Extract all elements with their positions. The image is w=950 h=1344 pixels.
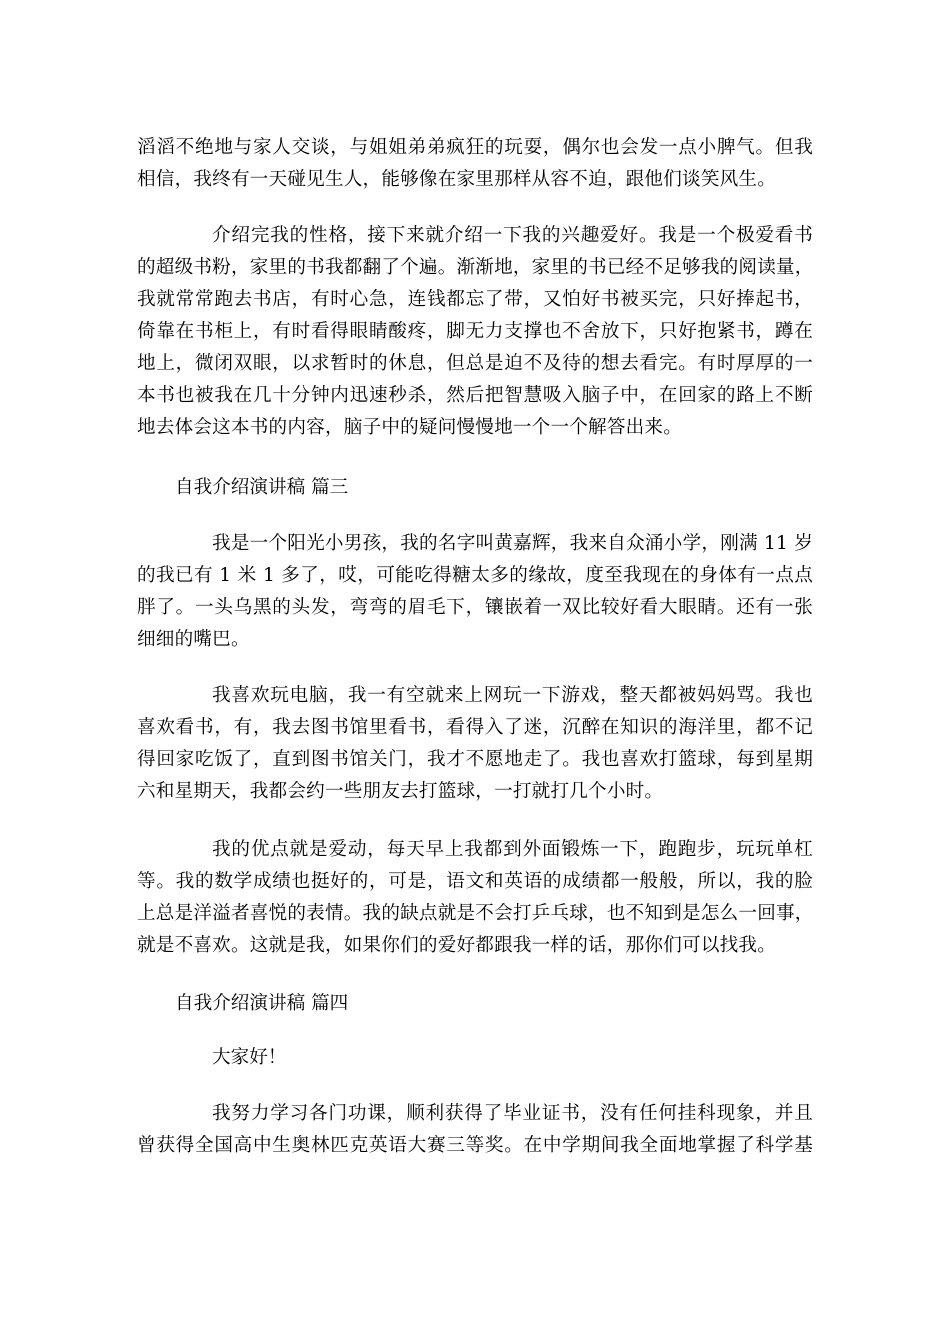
text-line: 我的优点就是爱动，每天早上我都到外面锻炼一下，跑跑步，玩玩单杠: [212, 839, 813, 860]
section-heading-part-four: 自我介绍演讲稿 篇四: [175, 993, 349, 1014]
paragraph-hobbies: [137, 680, 813, 808]
paragraph-strengths-weaknesses: [137, 834, 813, 962]
text-line: 我喜欢玩电脑，我一有空就来上网玩一下游戏，整天都被妈妈骂。我也: [212, 685, 813, 706]
text-line: 曾获得全国高中生奥林匹克英语大赛三等奖。在中学期间我全面地掌握了科学基: [137, 1135, 813, 1156]
text-line: 上总是洋溢者喜悦的表情。我的缺点就是不会打乒乓球，也不知到是怎么一回事，: [137, 903, 814, 924]
text-line: 我努力学习各门功课，顺利获得了毕业证书，没有任何挂科现象，并且: [212, 1103, 813, 1124]
text-line: 细细的嘴巴。: [137, 629, 250, 650]
text-line: 得回家吃饭了，直到图书馆关门，我才不愿地走了。我也喜欢打篮球，每到星期: [137, 749, 813, 770]
text-line: 滔滔不绝地与家人交谈，与姐姐弟弟疯狂的玩耍，偶尔也会发一点小脾气。但我: [137, 137, 813, 158]
text-line: 倚靠在书柜上，有时看得眼睛酸疼，脚无力支撑也不舍放下，只好抱紧书，蹲在: [137, 321, 813, 342]
text-line: 胖了。一头乌黑的头发，弯弯的眉毛下，镶嵌着一双比较好看大眼睛。还有一张: [137, 597, 813, 618]
paragraph-personality-end: [137, 132, 813, 196]
paragraph-self-description: [137, 528, 813, 656]
text-line: 我就常常跑去书店，有时心急，连钱都忘了带，又怕好书被买完，只好捧起书，: [137, 289, 813, 310]
text-line: 就是不喜欢。这就是我，如果你们的爱好都跟我一样的话，那你们可以找我。: [137, 935, 776, 956]
section-heading-part-three: 自我介绍演讲稿 篇三: [175, 477, 349, 498]
text-line: 的我已有 1 米 1 多了，哎，可能吃得糖太多的缘故，度至我现在的身体有一点点: [137, 565, 813, 586]
paragraph-hobbies-reading: [137, 220, 813, 444]
text-line: 六和星期天，我都会约一些朋友去打篮球，一打就打几个小时。: [137, 781, 664, 802]
text-line: 地上，微闭双眼，以求暂时的休息，但总是迫不及待的想去看完。有时厚厚的一: [137, 353, 813, 374]
greeting-line: 大家好！: [212, 1047, 287, 1068]
text-line: 喜欢看书，有，我去图书馆里看书，看得入了迷，沉醉在知识的海洋里，都不记: [137, 717, 813, 738]
text-line: 我是一个阳光小男孩，我的名字叫黄嘉辉，我来自众涌小学，刚满 11 岁: [212, 533, 813, 554]
paragraph-studies: [137, 1098, 813, 1162]
text-line: 介绍完我的性格，接下来就介绍一下我的兴趣爱好。我是一个极爱看书: [212, 225, 813, 246]
text-line: 本书也被我在几十分钟内迅速秒杀，然后把智慧吸入脑子中，在回家的路上不断: [137, 385, 813, 406]
text-line: 相信，我终有一天碰见生人，能够像在家里那样从容不迫，跟他们谈笑风生。: [137, 169, 776, 190]
text-line: 的超级书粉，家里的书我都翻了个遍。渐渐地，家里的书已经不足够我的阅读量，: [137, 257, 814, 278]
text-line: 地去体会这本书的内容，脑子中的疑问慢慢地一个一个解答出来。: [137, 417, 683, 438]
text-line: 等。我的数学成绩也挺好的，可是，语文和英语的成绩都一般般，所以，我的脸: [137, 871, 813, 892]
